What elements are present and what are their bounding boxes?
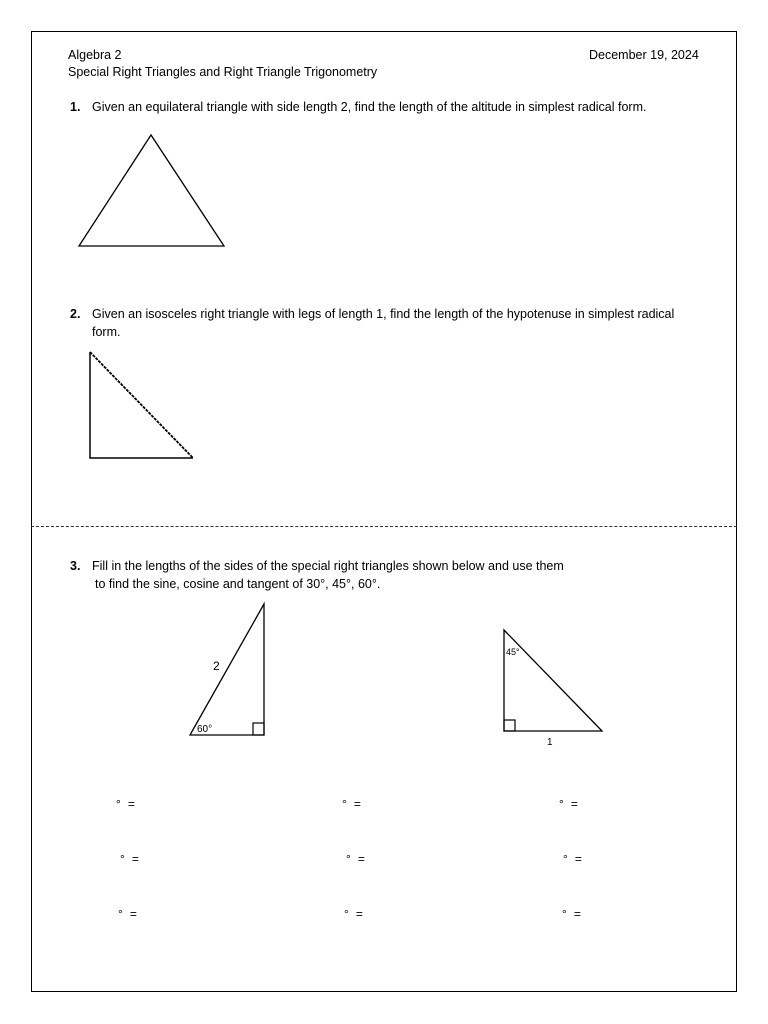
equals-sign: = [357, 852, 365, 866]
equals-sign: = [353, 797, 361, 811]
answer-blank[interactable] [562, 907, 581, 921]
answer-blank[interactable] [120, 852, 139, 866]
degree-symbol: ° [120, 852, 125, 866]
angle-45-label: 45° [506, 647, 520, 657]
degree-symbol: ° [562, 907, 567, 921]
answer-blank[interactable] [118, 907, 137, 921]
equals-sign: = [573, 907, 581, 921]
equals-sign: = [574, 852, 582, 866]
answer-blank[interactable] [559, 797, 578, 811]
degree-symbol: ° [116, 797, 121, 811]
answer-blank[interactable] [344, 907, 363, 921]
equals-sign: = [570, 797, 578, 811]
angle-60-label: 60° [197, 724, 213, 735]
right-angle-marker [504, 720, 515, 731]
question-3-text-line1: Fill in the lengths of the sides of the special right triangles shown below and use them [92, 559, 564, 573]
degree-symbol: ° [118, 907, 123, 921]
equals-sign: = [131, 852, 139, 866]
question-1-number: 1. [70, 100, 81, 114]
degree-symbol: ° [342, 797, 347, 811]
question-1-text: Given an equilateral triangle with side length 2, find the length of the altitude in simplest radical form. [92, 100, 647, 114]
equals-sign: = [127, 797, 135, 811]
question-3-number: 3. [70, 559, 81, 573]
answer-blank[interactable] [116, 797, 135, 811]
question-2-text-line1: Given an isosceles right triangle with legs of length 1, find the length of the hypotenuse in simplest radical [92, 307, 675, 321]
degree-symbol: ° [344, 907, 349, 921]
question-3-text-line2: to find the sine, cosine and tangent of 30°, 45°, 60°. [95, 577, 381, 591]
course-name: Algebra 2 [68, 48, 122, 62]
leg-label: 1 [547, 737, 553, 748]
worksheet-subtitle: Special Right Triangles and Right Triangle Trigonometry [68, 65, 378, 79]
answer-blank[interactable] [346, 852, 365, 866]
degree-symbol: ° [559, 797, 564, 811]
question-2-number: 2. [70, 307, 81, 321]
equals-sign: = [129, 907, 137, 921]
question-2-text-line2: form. [92, 325, 121, 339]
equals-sign: = [355, 907, 363, 921]
answer-blank[interactable] [342, 797, 361, 811]
degree-symbol: ° [563, 852, 568, 866]
hypotenuse-label: 2 [213, 659, 220, 673]
answer-blank[interactable] [563, 852, 582, 866]
degree-symbol: ° [346, 852, 351, 866]
worksheet-date: December 19, 2024 [589, 48, 699, 62]
